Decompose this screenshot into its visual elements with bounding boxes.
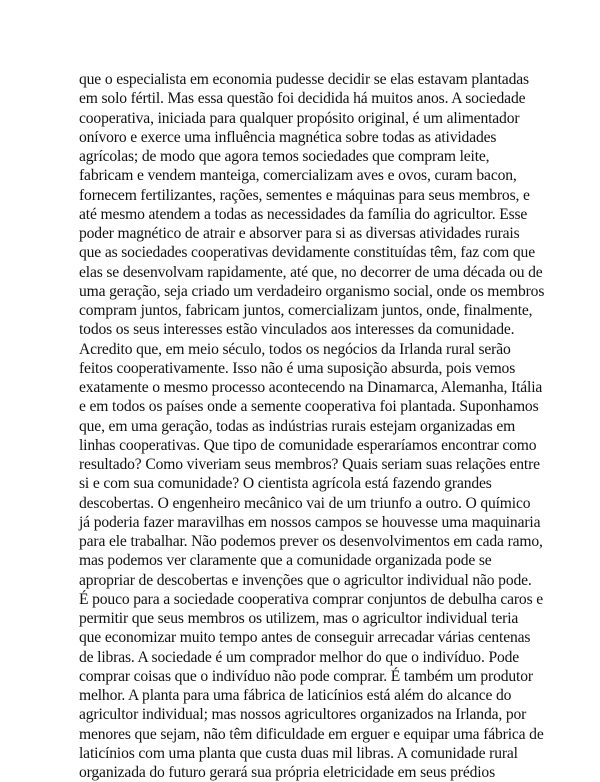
text-line: menores que sejam, não têm dificuldade em erguer e equipar uma fábrica de [79, 725, 544, 743]
text-line: onívoro e exerce uma influência magnética sobre todas as atividades [79, 128, 497, 146]
text-line: uma geração, seja criado um verdadeiro organismo social, onde os membros [79, 282, 545, 300]
text-line: em solo fértil. Mas essa questão foi decidida há muitos anos. A sociedade [79, 90, 526, 108]
text-line: mas podemos ver claramente que a comunidade organizada pode se [79, 552, 492, 570]
text-line: todos os seus interesses estão vinculados aos interesses da comunidade. [79, 321, 515, 339]
text-line: feitos cooperativamente. Isso não é uma suposição absurda, pois vemos [79, 359, 516, 377]
text-line: si e com sua comunidade? O cientista agrícola está fazendo grandes [79, 475, 492, 493]
text-line: fornecem fertilizantes, rações, sementes e máquinas para seus membros, e [79, 186, 530, 204]
text-line: linhas cooperativas. Que tipo de comunidade esperaríamos encontrar como [79, 436, 537, 454]
text-line: agricultor individual; mas nossos agricultores organizados na Irlanda, por [79, 706, 527, 724]
text-line: para ele trabalhar. Não podemos prever os desenvolvimentos em cada ramo, [79, 533, 543, 550]
text-line: apropriar de descobertas e invenções que o agricultor individual não pode. [79, 571, 532, 589]
text-line: que economizar muito tempo antes de conseguir arrecadar várias centenas [79, 629, 531, 647]
text-line: resultado? Como viveriam seus membros? Quais seriam suas relações entre [79, 456, 540, 473]
text-line: que, em uma geração, todas as indústrias rurais estejam organizadas em [79, 417, 516, 435]
text-line: agrícolas; de modo que agora temos sociedades que compram leite, [79, 148, 490, 165]
text-line: até mesmo atendem a todas as necessidades da família do agricultor. Esse [79, 205, 528, 223]
text-line: que as sociedades cooperativas devidamente constituídas têm, faz com que [79, 244, 535, 262]
text-line: e em todos os países onde a semente cooperativa foi plantada. Suponhamos [79, 398, 539, 416]
text-line: poder magnético de atrair e absorver para si as diversas atividades rurais [79, 225, 520, 242]
text-line: comprar coisas que o indivíduo não pode comprar. É também um produtor [79, 667, 533, 685]
text-line: Acredito que, em meio século, todos os negócios da Irlanda rural serão [79, 340, 511, 358]
text-line: cooperativa, iniciada para qualquer propósito original, é um alimentador [79, 109, 520, 127]
text-line: compram juntos, fabricam juntos, comercializam juntos, onde, finalmente, [79, 302, 533, 319]
text-line: descobertas. O engenheiro mecânico vai de um triunfo a outro. O químico [79, 494, 531, 512]
text-line: exatamente o mesmo processo acontecendo na Dinamarca, Alemanha, Itália [79, 379, 543, 396]
text-line: laticínios com uma planta que custa duas mil libras. A comunidade rural [79, 744, 518, 762]
text-line: fabricam e vendem manteiga, comercializam aves e ovos, curam bacon, [79, 167, 517, 185]
text-line: É pouco para a sociedade cooperativa comprar conjuntos de debulha caros e [79, 590, 544, 608]
text-line: permitir que seus membros os utilizem, mas o agricultor individual teria [79, 610, 519, 627]
text-line: elas se desenvolvam rapidamente, até que, no decorrer de uma década ou de [79, 263, 543, 281]
text-line: já poderia fazer maravilhas em nossos campos se houvesse uma maquinaria [79, 513, 541, 531]
text-line: que o especialista em economia pudesse decidir se elas estavam plantadas [79, 71, 529, 88]
text-line: melhor. A planta para uma fábrica de laticínios está além do alcance do [79, 687, 512, 704]
text-line: de libras. A sociedade é um comprador melhor do que o indivíduo. Pode [79, 648, 520, 666]
text-line: organizada do futuro gerará sua própria eletricidade em seus prédios [79, 764, 496, 781]
body-text [79, 70, 545, 782]
